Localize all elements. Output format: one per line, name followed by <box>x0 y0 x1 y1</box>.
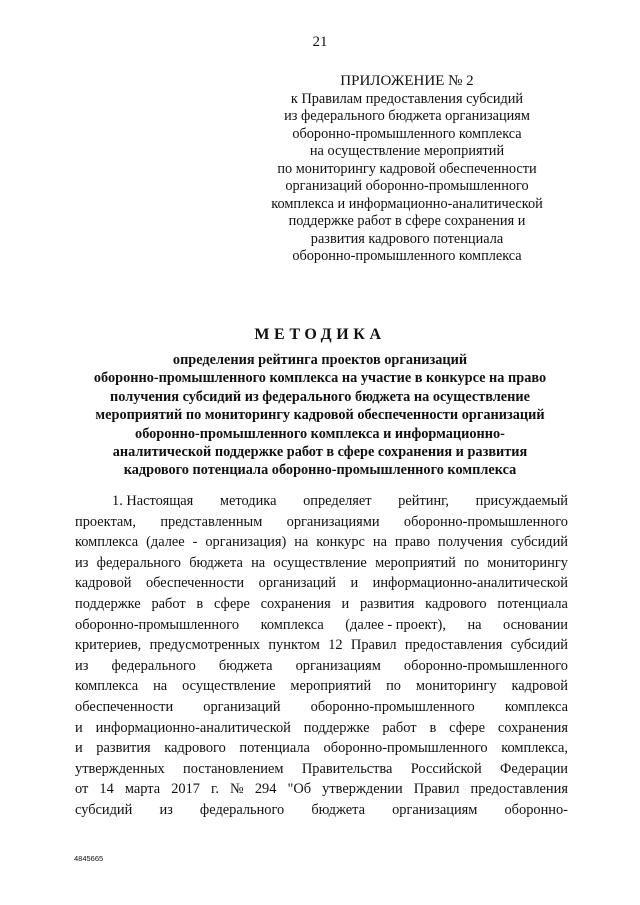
body-word: по <box>464 554 479 571</box>
body-word: организаций <box>203 698 281 715</box>
body-word: право <box>394 534 431 551</box>
body-word: (далее <box>146 534 185 551</box>
body-word: сохранения <box>260 595 331 612</box>
body-word: рейтинг, <box>398 493 450 509</box>
appendix-line: оборонно-промышленного комплекса <box>292 248 522 264</box>
body-word: поддержке <box>303 719 370 736</box>
body-word: на <box>294 534 309 551</box>
body-word: бюджета <box>189 554 243 571</box>
body-word: развития <box>359 595 415 612</box>
body-line-words <box>75 553 568 574</box>
body-word: бюджета <box>218 657 273 674</box>
body-word: субсидий <box>510 637 568 654</box>
body-line <box>75 779 568 800</box>
appendix-line: оборонно-промышленного комплекса <box>292 125 522 142</box>
body-word: из <box>75 657 89 674</box>
body-word: комплекса <box>75 678 139 695</box>
body-line <box>75 573 568 594</box>
body-word: кадрового <box>425 595 487 612</box>
body-word: присуждаемый <box>475 493 568 509</box>
body-word: Правил <box>413 781 460 798</box>
appendix-line: развития кадрового потенциала <box>310 230 504 247</box>
body-line <box>75 635 568 656</box>
body-word: на <box>467 616 482 633</box>
body-word: 294 <box>254 781 277 798</box>
body-line-words <box>75 759 568 780</box>
body-line <box>75 676 568 697</box>
body-line <box>75 759 568 780</box>
body-word: федерального <box>96 554 181 571</box>
body-word: конкурс <box>316 534 365 551</box>
body-word: осуществление <box>182 678 276 695</box>
body-word: пунктом <box>268 637 320 654</box>
body-word: по <box>386 678 401 695</box>
subtitle-line: получения субсидий из федерального бюджета на осуществление <box>110 388 530 405</box>
body-word: из <box>159 801 173 818</box>
subtitle-line: оборонно-промышленного комплекса и информационно- <box>135 425 505 442</box>
body-word: в <box>196 595 204 612</box>
body-word: предоставления <box>404 637 503 654</box>
body-word: основании <box>503 616 568 633</box>
body-word: потенциала <box>239 740 310 757</box>
body-word: работ <box>151 595 186 612</box>
body-word: оборонно-промышленного <box>403 657 568 674</box>
body-word: - <box>192 534 198 551</box>
body-word: организаций <box>258 575 336 592</box>
body-line <box>75 656 568 677</box>
body-word: информационно-аналитической <box>372 575 568 592</box>
body-word: организациям <box>392 801 478 818</box>
body-paragraph <box>75 491 568 821</box>
body-word: субсидий <box>75 801 133 818</box>
appendix-header <box>262 73 552 266</box>
body-line-words <box>75 532 568 553</box>
body-word: определяет <box>303 493 372 509</box>
body-word: мероприятий <box>375 554 456 571</box>
body-word: от <box>75 781 89 798</box>
body-word: кадровой <box>75 575 132 592</box>
body-word: предоставления <box>470 781 568 798</box>
body-word: представленным <box>160 513 263 530</box>
body-word: Правил <box>350 637 397 654</box>
body-word: критериев, <box>75 637 142 654</box>
body-word: поддержке <box>75 595 141 612</box>
body-line <box>75 718 568 739</box>
body-word: кадровой <box>511 678 568 695</box>
body-line <box>75 553 568 574</box>
body-word: и <box>341 595 350 612</box>
body-word: 12 <box>328 637 343 654</box>
body-word: на <box>372 534 387 551</box>
body-word: 2017 <box>171 781 200 798</box>
subtitle-line: кадрового потенциала оборонно-промышленного комплекса <box>123 462 517 479</box>
body-word: 1. Настоящая <box>112 493 194 509</box>
appendix-line: комплекса и информационно-аналитической <box>271 195 543 212</box>
body-word: комплекса <box>504 698 568 715</box>
body-word: кадрового <box>164 740 226 757</box>
body-word: Правительства <box>301 760 393 777</box>
body-line-words <box>75 779 568 800</box>
body-line <box>75 697 568 718</box>
body-line <box>75 512 568 533</box>
subtitle-line: мероприятий по мониторингу кадровой обеспеченности организаций <box>95 407 545 424</box>
body-word: и <box>75 740 83 757</box>
body-line-words <box>75 635 568 656</box>
body-word: сохранения <box>497 719 568 736</box>
body-word: постановлением <box>183 760 284 777</box>
body-line-words <box>75 738 568 759</box>
body-word: "Об <box>287 781 312 798</box>
appendix-line: поддержке работ в сфере сохранения и <box>288 213 526 229</box>
appendix-line: организаций оборонно-промышленного <box>285 178 529 194</box>
body-word: мероприятий <box>290 678 372 695</box>
body-word: осуществление <box>273 554 367 571</box>
subtitle-line: определения рейтинга проектов организаций <box>172 352 468 368</box>
body-line <box>75 594 568 615</box>
body-word: оборонно-промышленного <box>75 616 240 633</box>
body-word: информационно-аналитической <box>95 719 291 736</box>
body-word: на <box>251 554 266 571</box>
document-subtitle <box>60 351 580 480</box>
body-word: получения <box>438 534 503 551</box>
body-word: утвержденных <box>75 760 165 777</box>
appendix-line: из федерального бюджета организациям <box>284 108 530 124</box>
body-line <box>75 615 568 636</box>
body-word: № <box>230 781 244 798</box>
document-id: 4845665 <box>74 854 104 863</box>
document-title: МЕТОДИКА <box>254 326 386 343</box>
body-word: 14 <box>99 781 114 798</box>
body-word: Федерации <box>500 760 568 777</box>
body-word: на <box>153 678 168 695</box>
page-number: 21 <box>312 34 328 50</box>
body-line-words <box>75 573 568 594</box>
body-word: и <box>75 719 83 736</box>
body-word: из <box>75 554 89 571</box>
body-word: в <box>429 719 437 736</box>
body-line <box>75 491 568 512</box>
body-line <box>75 738 568 759</box>
body-word: работ <box>382 719 417 736</box>
body-word: обеспеченности <box>75 698 174 715</box>
body-word: федерального <box>111 657 196 674</box>
body-word: оборонно-промышленного <box>403 513 568 530</box>
body-line-words <box>75 676 568 697</box>
body-word: методика <box>219 493 277 509</box>
appendix-heading: ПРИЛОЖЕНИЕ № 2 <box>340 73 474 89</box>
body-word: оборонно-промышленного <box>310 698 475 715</box>
body-word: бюджета <box>311 801 365 818</box>
body-word: (далее - проект), <box>345 616 446 633</box>
body-word: утверждении <box>322 781 403 798</box>
body-word: субсидий <box>510 534 568 551</box>
body-word: организация) <box>205 534 287 551</box>
body-word: сфере <box>449 719 485 736</box>
body-word: развития <box>96 740 151 757</box>
body-word: оборонно-промышленного <box>323 740 488 757</box>
appendix-line: по мониторингу кадровой обеспеченности <box>277 160 537 177</box>
body-word: комплекса <box>260 616 324 633</box>
body-word: сфере <box>213 595 250 612</box>
body-word: г. <box>211 781 219 798</box>
appendix-line: к Правилам предоставления субсидий <box>290 90 524 107</box>
body-word: организациями <box>286 513 380 530</box>
body-word: и <box>350 575 359 592</box>
body-word: оборонно- <box>504 801 568 818</box>
subtitle-line: аналитической поддержке работ в сфере сохранения и развития <box>112 444 528 461</box>
body-word: Российской <box>410 760 482 777</box>
body-word: обеспеченности <box>145 575 245 592</box>
body-word: потенциала <box>497 595 568 612</box>
body-line <box>75 532 568 553</box>
body-line-words <box>75 718 568 739</box>
body-word: мониторингу <box>415 678 497 695</box>
body-word: мониторингу <box>487 554 568 571</box>
body-line <box>75 800 568 821</box>
appendix-line: на осуществление мероприятий <box>309 143 505 159</box>
subtitle-line: оборонно-промышленного комплекса на участие в конкурсе на право <box>93 370 547 387</box>
body-word: предусмотренных <box>149 637 261 654</box>
body-word: федерального <box>199 801 285 818</box>
body-word: комплекса <box>75 534 139 551</box>
body-word: марта <box>124 781 161 798</box>
body-word: организациям <box>295 657 381 674</box>
body-line-words <box>75 594 568 615</box>
body-word: проектам, <box>75 513 137 530</box>
body-word: комплекса, <box>501 740 568 757</box>
